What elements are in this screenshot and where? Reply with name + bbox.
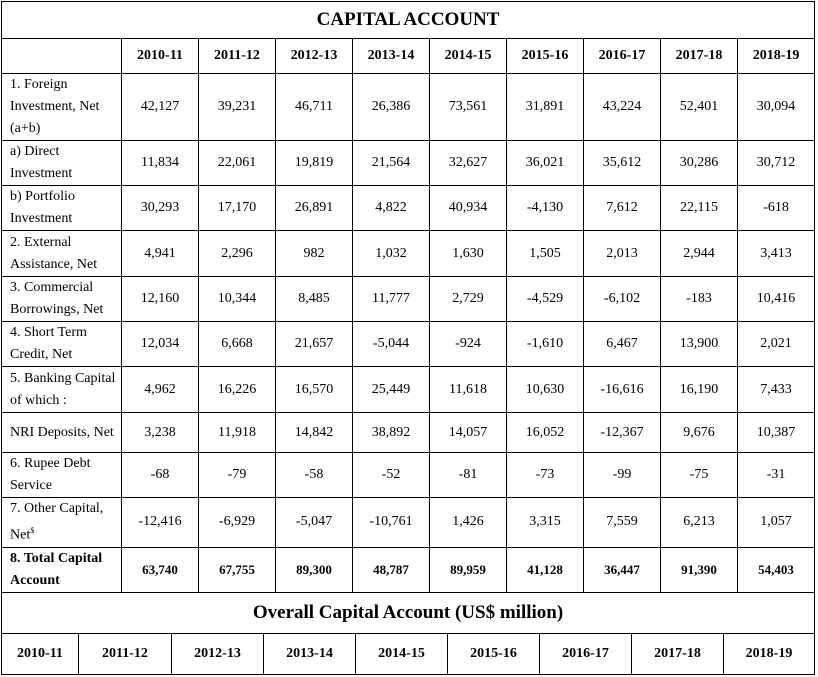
row-label bbox=[2, 277, 122, 322]
value-cell: 30,286 bbox=[661, 141, 738, 186]
capital-account-document bbox=[1, 1, 814, 675]
value-cell: 42,127 bbox=[122, 74, 199, 141]
table-row bbox=[2, 186, 815, 231]
value-cell: 35,612 bbox=[584, 141, 661, 186]
row-label bbox=[2, 413, 122, 453]
value-cell: 36,447 bbox=[584, 547, 661, 592]
overall-years-row bbox=[2, 634, 815, 675]
value-cell: -618 bbox=[738, 186, 815, 231]
overall-year-cell: 2018-19 bbox=[724, 634, 815, 675]
value-cell: -1,610 bbox=[507, 322, 584, 367]
table-row bbox=[2, 453, 815, 498]
value-cell: 11,918 bbox=[199, 413, 276, 453]
value-cell: -81 bbox=[430, 453, 507, 498]
value-cell: 16,190 bbox=[661, 367, 738, 413]
overall-title: Overall Capital Account (US$ million) bbox=[2, 592, 815, 633]
year-header-row bbox=[2, 39, 815, 74]
value-cell: 21,657 bbox=[276, 322, 353, 367]
value-cell: 16,052 bbox=[507, 413, 584, 453]
value-cell: 6,467 bbox=[584, 322, 661, 367]
row-label bbox=[2, 498, 122, 548]
value-cell: -68 bbox=[122, 453, 199, 498]
value-cell: 11,834 bbox=[122, 141, 199, 186]
value-cell: 14,057 bbox=[430, 413, 507, 453]
year-header-cell: 2013-14 bbox=[353, 39, 430, 74]
row-label-line: a) Direct bbox=[10, 144, 60, 159]
year-header-cell: 2011-12 bbox=[199, 39, 276, 74]
value-cell: 17,170 bbox=[199, 186, 276, 231]
year-header-cell: 2014-15 bbox=[430, 39, 507, 74]
row-label bbox=[2, 367, 122, 413]
value-cell: 25,449 bbox=[353, 367, 430, 413]
value-cell: 6,668 bbox=[199, 322, 276, 367]
value-cell: 39,231 bbox=[199, 74, 276, 141]
year-header-cell: 2018-19 bbox=[738, 39, 815, 74]
value-cell: 10,387 bbox=[738, 413, 815, 453]
value-cell: 30,293 bbox=[122, 186, 199, 231]
row-label-line: Investment bbox=[10, 211, 73, 226]
table-row bbox=[2, 231, 815, 277]
value-cell: 2,729 bbox=[430, 277, 507, 322]
value-cell: 54,403 bbox=[738, 547, 815, 592]
row-label-line: Investment, Net bbox=[10, 99, 100, 114]
row-label bbox=[2, 547, 122, 592]
value-cell: 89,300 bbox=[276, 547, 353, 592]
table-row bbox=[2, 413, 815, 453]
row-label bbox=[2, 453, 122, 498]
value-cell: -75 bbox=[661, 453, 738, 498]
year-header-cell: 2015-16 bbox=[507, 39, 584, 74]
value-cell: 7,612 bbox=[584, 186, 661, 231]
value-cell: -924 bbox=[430, 322, 507, 367]
value-cell: 10,630 bbox=[507, 367, 584, 413]
value-cell: 982 bbox=[276, 231, 353, 277]
value-cell: -183 bbox=[661, 277, 738, 322]
value-cell: 16,570 bbox=[276, 367, 353, 413]
value-cell: 48,787 bbox=[353, 547, 430, 592]
value-cell: 19,819 bbox=[276, 141, 353, 186]
value-cell: 11,777 bbox=[353, 277, 430, 322]
row-label-line: Credit, Net bbox=[10, 347, 73, 362]
table-row bbox=[2, 498, 815, 548]
value-cell: -5,044 bbox=[353, 322, 430, 367]
value-cell: 12,160 bbox=[122, 277, 199, 322]
row-label-line: Investment bbox=[10, 166, 73, 181]
value-cell: 22,061 bbox=[199, 141, 276, 186]
value-cell: 32,627 bbox=[430, 141, 507, 186]
table-row bbox=[2, 141, 815, 186]
value-cell: -10,761 bbox=[353, 498, 430, 548]
row-label-line: NRI Deposits, Net bbox=[10, 424, 114, 440]
value-cell: 36,021 bbox=[507, 141, 584, 186]
value-cell: -4,130 bbox=[507, 186, 584, 231]
value-cell: -73 bbox=[507, 453, 584, 498]
value-cell: 2,013 bbox=[584, 231, 661, 277]
overall-year-cell: 2012-13 bbox=[172, 634, 264, 675]
overall-year-cell: 2014-15 bbox=[356, 634, 448, 675]
table-row bbox=[2, 74, 815, 141]
row-label bbox=[2, 231, 122, 277]
value-cell: -6,102 bbox=[584, 277, 661, 322]
value-cell: -79 bbox=[199, 453, 276, 498]
value-cell: -5,047 bbox=[276, 498, 353, 548]
value-cell: 26,891 bbox=[276, 186, 353, 231]
value-cell: 43,224 bbox=[584, 74, 661, 141]
header-blank-cell bbox=[2, 39, 122, 74]
table-row bbox=[2, 277, 815, 322]
value-cell: 2,944 bbox=[661, 231, 738, 277]
value-cell: 12,034 bbox=[122, 322, 199, 367]
year-header-cell: 2016-17 bbox=[584, 39, 661, 74]
value-cell: 21,564 bbox=[353, 141, 430, 186]
row-label-line: b) Portfolio bbox=[10, 189, 75, 204]
row-label-line: 8. Total Capital bbox=[10, 550, 103, 566]
row-label-line: Borrowings, Net bbox=[10, 302, 104, 317]
value-cell: 16,226 bbox=[199, 367, 276, 413]
row-label-line: 7. Other Capital, bbox=[10, 501, 104, 516]
overall-year-cell: 2010-11 bbox=[2, 634, 79, 675]
value-cell: -12,367 bbox=[584, 413, 661, 453]
value-cell: 3,315 bbox=[507, 498, 584, 548]
value-cell: 67,755 bbox=[199, 547, 276, 592]
value-cell: 30,712 bbox=[738, 141, 815, 186]
row-label-line: 2. External bbox=[10, 234, 72, 250]
row-label bbox=[2, 74, 122, 141]
value-cell: 7,559 bbox=[584, 498, 661, 548]
value-cell: 22,115 bbox=[661, 186, 738, 231]
value-cell: 2,296 bbox=[199, 231, 276, 277]
row-label-line: Account bbox=[10, 572, 60, 588]
row-label-line: 1. Foreign bbox=[10, 77, 68, 92]
value-cell: 10,416 bbox=[738, 277, 815, 322]
value-cell: -99 bbox=[584, 453, 661, 498]
value-cell: 46,711 bbox=[276, 74, 353, 141]
overall-year-cell: 2011-12 bbox=[79, 634, 172, 675]
row-label-line: of which : bbox=[10, 392, 67, 408]
value-cell: 10,344 bbox=[199, 277, 276, 322]
row-label-line: Net bbox=[10, 527, 31, 543]
overall-year-cell: 2017-18 bbox=[632, 634, 724, 675]
row-label bbox=[2, 322, 122, 367]
table-row bbox=[2, 322, 815, 367]
capital-account-table bbox=[1, 1, 815, 634]
value-cell: 4,962 bbox=[122, 367, 199, 413]
value-cell: -12,416 bbox=[122, 498, 199, 548]
total-row bbox=[2, 547, 815, 592]
row-label bbox=[2, 186, 122, 231]
value-cell: -6,929 bbox=[199, 498, 276, 548]
row-label-line: Service bbox=[10, 478, 52, 493]
value-cell: 73,561 bbox=[430, 74, 507, 141]
table-row bbox=[2, 367, 815, 413]
value-cell: 52,401 bbox=[661, 74, 738, 141]
value-cell: 4,941 bbox=[122, 231, 199, 277]
value-cell: 8,485 bbox=[276, 277, 353, 322]
value-cell: 1,057 bbox=[738, 498, 815, 548]
value-cell: 26,386 bbox=[353, 74, 430, 141]
value-cell: 30,094 bbox=[738, 74, 815, 141]
value-cell: 7,433 bbox=[738, 367, 815, 413]
table-title: CAPITAL ACCOUNT bbox=[2, 2, 815, 39]
overall-year-cell: 2013-14 bbox=[264, 634, 356, 675]
value-cell: 1,505 bbox=[507, 231, 584, 277]
value-cell: 6,213 bbox=[661, 498, 738, 548]
value-cell: 1,426 bbox=[430, 498, 507, 548]
row-label-line: 6. Rupee Debt bbox=[10, 456, 91, 471]
value-cell: 1,630 bbox=[430, 231, 507, 277]
overall-year-cell: 2015-16 bbox=[448, 634, 540, 675]
value-cell: 31,891 bbox=[507, 74, 584, 141]
footnote-marker: $ bbox=[30, 526, 35, 535]
value-cell: 3,413 bbox=[738, 231, 815, 277]
value-cell: 41,128 bbox=[507, 547, 584, 592]
row-label bbox=[2, 141, 122, 186]
value-cell: -31 bbox=[738, 453, 815, 498]
value-cell: 9,676 bbox=[661, 413, 738, 453]
value-cell: 11,618 bbox=[430, 367, 507, 413]
value-cell: 1,032 bbox=[353, 231, 430, 277]
overall-year-cell: 2016-17 bbox=[540, 634, 632, 675]
year-header-cell: 2012-13 bbox=[276, 39, 353, 74]
value-cell: 14,842 bbox=[276, 413, 353, 453]
value-cell: 3,238 bbox=[122, 413, 199, 453]
value-cell: -16,616 bbox=[584, 367, 661, 413]
value-cell: 63,740 bbox=[122, 547, 199, 592]
table-body bbox=[2, 74, 815, 593]
overall-years-table bbox=[1, 634, 815, 675]
value-cell: -52 bbox=[353, 453, 430, 498]
row-label-line: 5. Banking Capital bbox=[10, 370, 116, 386]
value-cell: 89,959 bbox=[430, 547, 507, 592]
year-header-cell: 2017-18 bbox=[661, 39, 738, 74]
value-cell: -4,529 bbox=[507, 277, 584, 322]
value-cell: 40,934 bbox=[430, 186, 507, 231]
value-cell: 4,822 bbox=[353, 186, 430, 231]
row-label-line: (a+b) bbox=[10, 121, 41, 136]
row-label-line: 3. Commercial bbox=[10, 280, 94, 295]
value-cell: 2,021 bbox=[738, 322, 815, 367]
row-label-line: 4. Short Term bbox=[10, 325, 87, 340]
year-header-cell: 2010-11 bbox=[122, 39, 199, 74]
value-cell: 91,390 bbox=[661, 547, 738, 592]
value-cell: 38,892 bbox=[353, 413, 430, 453]
value-cell: 13,900 bbox=[661, 322, 738, 367]
row-label-line: Assistance, Net bbox=[10, 256, 98, 272]
value-cell: -58 bbox=[276, 453, 353, 498]
